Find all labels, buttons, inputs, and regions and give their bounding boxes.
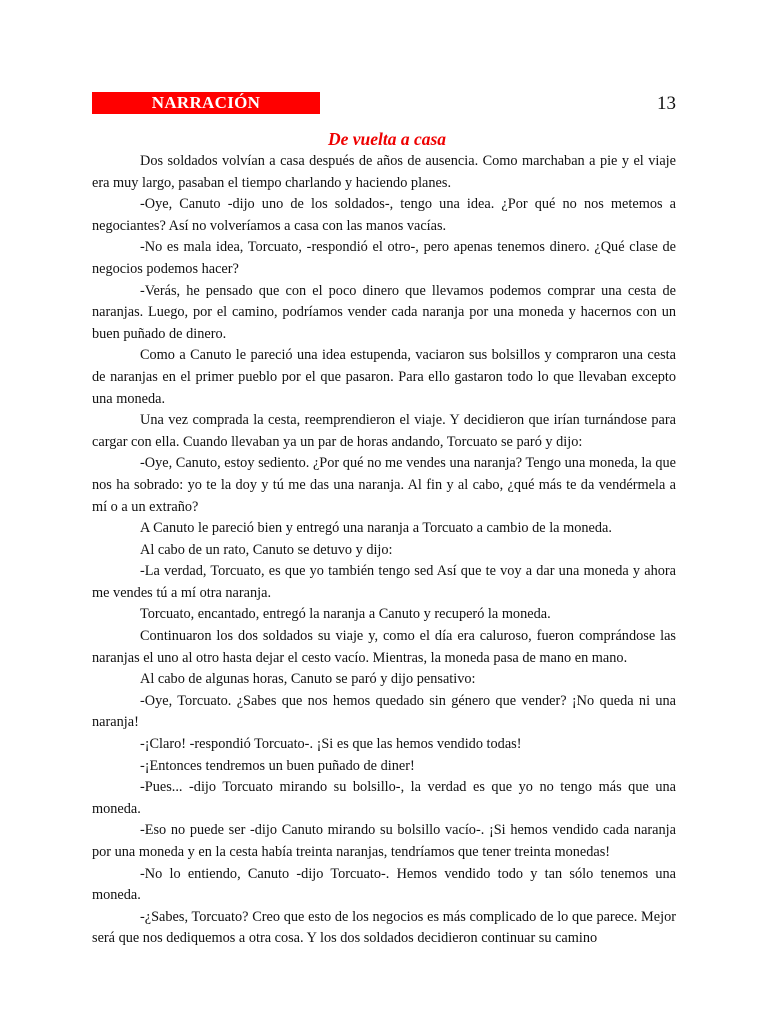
paragraph: -¡Claro! -respondió Torcuato-. ¡Si es que las hemos vendido todas! (140, 736, 522, 753)
paragraph: -Verás, he pensado que con el poco dinero que llevamos podemos comprar una cesta de naranjas. Luego, por el camino, podríamos vender cada naranja por una moneda y hacernos con un buen puñado de dinero. (92, 282, 676, 342)
story-title: De vuelta a casa (327, 129, 447, 149)
paragraph: -Oye, Torcuato. ¿Sabes que nos hemos quedado sin género que vender? ¡No queda ni una naranja! (92, 692, 676, 731)
paragraph: A Canuto le pareció bien y entregó una naranja a Torcuato a cambio de la moneda. (140, 520, 612, 537)
paragraph: -¿Sabes, Torcuato? Creo que esto de los negocios es más complicado de lo que parece. Mejor será que nos dediquemos a otra cosa. Y los dos soldados decidieron continuar su camino (92, 908, 676, 947)
page-number: 13 (657, 93, 676, 114)
paragraph: -No lo entiendo, Canuto -dijo Torcuato-. Hemos vendido todo y tan sólo tenemos una moneda. (92, 865, 676, 904)
paragraph: -Oye, Canuto, estoy sediento. ¿Por qué no me vendes una naranja? Tengo una moneda, la que nos ha sobrado: yo te la doy y tú me das una naranja. Al fin y al cabo, ¿qué más te da vendérmela a mí o a un extraño? (92, 455, 676, 515)
paragraph: -Pues... -dijo Torcuato mirando su bolsillo-, la verdad es que yo no tengo más que una moneda. (92, 779, 676, 817)
paragraph: Como a Canuto le pareció una idea estupenda, vaciaron sus bolsillos y compraron una cesta de naranjas en el primer pueblo por el que pasaron. Para ello gastaron todo lo que llevaban excepto una moneda. (92, 347, 676, 407)
document-page (92, 90, 676, 950)
section-label: NARRACIÓN (92, 92, 320, 114)
paragraph: -Oye, Canuto -dijo uno de los soldados-, tengo una idea. ¿Por qué no nos metemos a negociantes? Así no volveríamos a casa con las manos vacías. (92, 196, 676, 234)
page-header (92, 90, 676, 116)
paragraph: Al cabo de algunas horas, Canuto se paró y dijo pensativo: (140, 671, 476, 688)
paragraph: Dos soldados volvían a casa después de años de ausencia. Como marchaban a pie y el viaje era muy largo, pasaban el tiempo charlando y haciendo planes. (92, 153, 676, 191)
paragraph: Al cabo de un rato, Canuto se detuvo y dijo: (140, 541, 393, 558)
paragraph: Una vez comprada la cesta, reemprendieron el viaje. Y decidieron que irían turnándose para cargar con ella. Cuando llevaban ya un par de horas andando, Torcuato se paró y dijo: (92, 412, 676, 450)
paragraph: Continuaron los dos soldados su viaje y, como el día era caluroso, fueron comprándose las naranjas el uno al otro hasta dejar el cesto vacío. Mientras, la moneda pasa de mano en mano. (92, 628, 676, 666)
paragraph: -Eso no puede ser -dijo Canuto mirando su bolsillo vacío-. ¡Si hemos vendido cada naranja por una moneda y en la cesta había treinta naranjas, tendríamos que tener treinta monedas! (92, 822, 676, 860)
paragraph: -No es mala idea, Torcuato, -respondió el otro-, pero apenas tenemos dinero. ¿Qué clase de negocios podemos hacer? (92, 239, 676, 277)
paragraph: -¡Entonces tendremos un buen puñado de diner! (140, 757, 415, 774)
story-body (92, 151, 676, 950)
paragraph: -La verdad, Torcuato, es que yo también tengo sed Así que te voy a dar una moneda y ahora me vendes tú a mí otra naranja. (92, 563, 676, 601)
paragraph: Torcuato, encantado, entregó la naranja a Canuto y recuperó la moneda. (140, 606, 551, 623)
